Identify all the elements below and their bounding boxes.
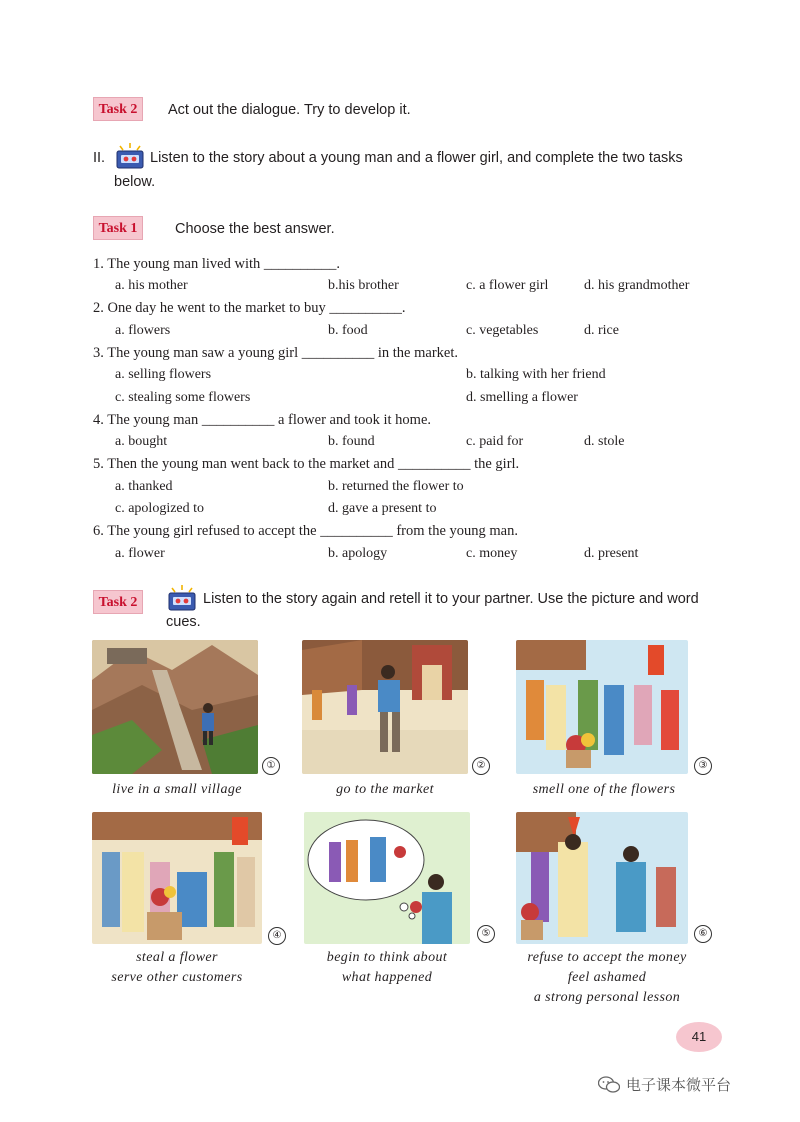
cue-picture-6-line3: a strong personal lesson [533,990,681,1005]
task2-top-instruction: Act out the dialogue. Try to develop it. [168,102,411,118]
cue-picture-3: smell one of the flowers [532,782,676,797]
task1-badge: Task 1 [93,216,143,240]
q3-option-c[interactable]: c. stealing some flowers [115,390,251,405]
wechat-icon [598,1076,620,1094]
cue-picture-4-line1: steal a flower [136,950,218,965]
cue-picture-2: go to the market [336,782,434,797]
q4-option-d[interactable]: d. stole [584,434,625,449]
q2-option-a[interactable]: a. flowers [115,323,171,338]
picture-3-number: ③ [694,757,712,775]
audio-cassette-icon [166,584,198,612]
q4-option-a[interactable]: a. bought [115,434,168,449]
q4-option-b[interactable]: b. found [328,434,375,449]
picture-refuse-money [516,812,688,944]
picture-1-number: ① [262,757,280,775]
question-4: 4. The young man __________ a flower and took it home. [93,412,432,428]
q3-option-a[interactable]: a. selling flowers [115,367,212,382]
question-2: 2. One day he went to the market to buy __________. [93,300,406,316]
picture-4-number: ④ [268,927,286,945]
watermark-text: 电子课本微平台 [626,1076,732,1094]
q2-option-d[interactable]: d. rice [584,323,619,338]
task1-instruction: Choose the best answer. [175,221,335,237]
cue-picture-4-line2: serve other customers [111,970,243,985]
watermark [598,1074,731,1095]
question-6: 6. The young girl refused to accept the __________ from the young man. [93,523,518,539]
q5-option-a[interactable]: a. thanked [115,479,173,494]
task2-bottom-line1: Listen to the story again and retell it to your partner. Use the picture and word [203,591,699,607]
picture-village [92,640,258,774]
q5-option-c[interactable]: c. apologized to [115,501,205,516]
q2-option-c[interactable]: c. vegetables [466,323,539,338]
section2-numeral: II. [93,150,106,166]
audio-cassette-icon [114,142,146,170]
task2-bottom-line2: cues. [166,614,201,630]
q1-option-d[interactable]: d. his grandmother [584,278,690,293]
cue-picture-5-line2: what happened [341,970,433,985]
q6-option-a[interactable]: a. flower [115,546,165,561]
page-number: 41 [676,1022,722,1052]
q6-option-b[interactable]: b. apology [328,546,388,561]
picture-steal-flower [92,812,262,944]
q2-option-b[interactable]: b. food [328,323,368,338]
picture-market [302,640,468,774]
question-3: 3. The young man saw a young girl __________ in the market. [93,345,458,361]
q4-option-c[interactable]: c. paid for [466,434,524,449]
q1-option-b[interactable]: b.his brother [328,278,399,293]
cue-picture-5-line1: begin to think about [326,950,448,965]
section2-line1: Listen to the story about a young man and a flower girl, and complete the two tasks [150,150,683,166]
q3-option-d[interactable]: d. smelling a flower [466,390,578,405]
q1-option-a[interactable]: a. his mother [115,278,188,293]
cue-picture-1: live in a small village [112,782,242,797]
task2-top-badge: Task 2 [93,97,143,121]
picture-thinking [304,812,470,944]
q5-option-b[interactable]: b. returned the flower to [328,479,464,494]
picture-2-number: ② [472,757,490,775]
question-1: 1. The young man lived with __________. [93,256,341,272]
picture-5-number: ⑤ [477,925,495,943]
q5-option-d[interactable]: d. gave a present to [328,501,437,516]
cue-picture-6-line2: feel ashamed [567,970,647,985]
cue-picture-6-line1: refuse to accept the money [527,950,687,965]
q6-option-c[interactable]: c. money [466,546,518,561]
picture-smell-flowers [516,640,688,774]
q3-option-b[interactable]: b. talking with her friend [466,367,606,382]
q1-option-c[interactable]: c. a flower girl [466,278,549,293]
q6-option-d[interactable]: d. present [584,546,639,561]
picture-6-number: ⑥ [694,925,712,943]
section2-line2: below. [114,174,156,190]
question-5: 5. Then the young man went back to the market and __________ the girl. [93,456,520,472]
task2-bottom-badge: Task 2 [93,590,143,614]
